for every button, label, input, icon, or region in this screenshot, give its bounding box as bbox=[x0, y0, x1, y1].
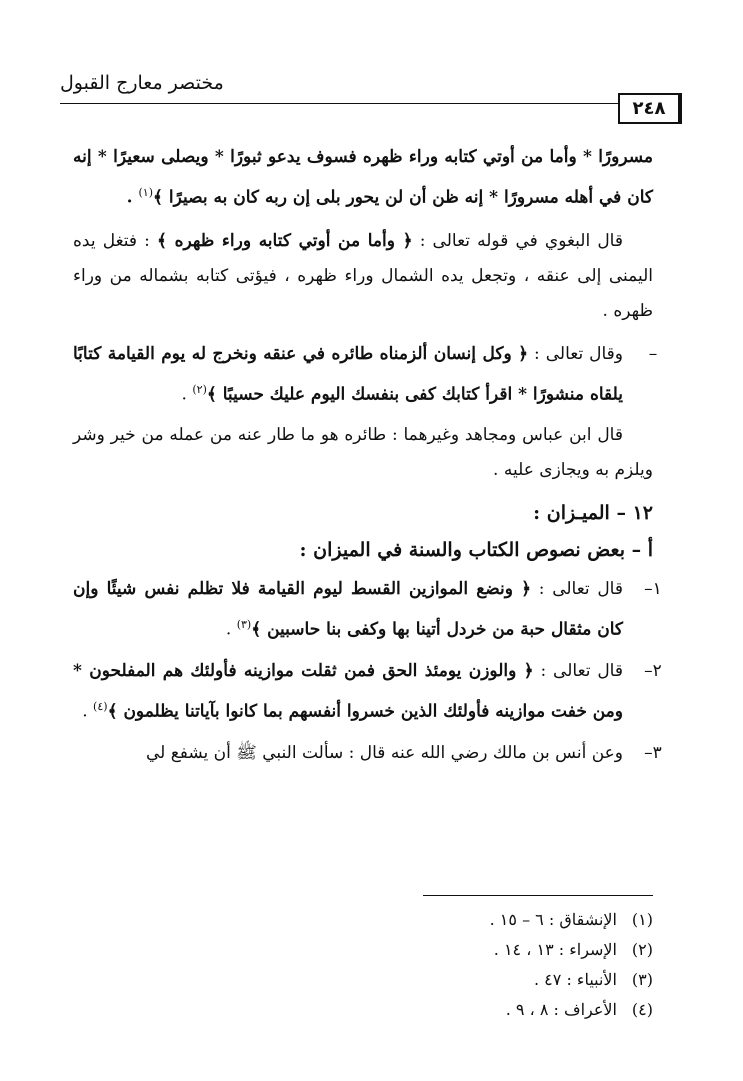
list-item-2: ٢– قال تعالى : ﴿ والوزن يومئذ الحق فمن ثقلت موازينه فأولئك هم المفلحون * ومن خفت موازينه فأولئك الذين خسروا أنفسهم بما كانوا بآياتنا يظلمون ﴾$^{(٤)}$ . bbox=[73, 654, 653, 730]
dash-marker: – bbox=[648, 343, 658, 364]
footnote-text: الأعراف : ٨ ، ٩ . bbox=[505, 1000, 617, 1019]
running-title: مختصر معارج القبول bbox=[60, 72, 224, 94]
verse-continuation: مسرورًا * وأما من أوتي كتابه وراء ظهره فسوف يدعو ثبورًا * ويصلى سعيرًا * إنه كان في أهله مسرورًا * إنه ظن أن لن يحور بلى إن ربه كان به بصيرًا ﴾$^{(١)}$ . bbox=[73, 147, 653, 208]
footnote-ref-2: (٢) bbox=[192, 382, 207, 396]
footnotes bbox=[253, 905, 653, 1025]
baghawi-commentary: قال البغوي في قوله تعالى : ﴿ وأما من أوتي كتابه وراء ظهره ﴾ : فتغل يده اليمنى إلى عنقه ، وتجعل يده الشمال وراء ظهره ، فيؤتى كتابه بشماله من وراء ظهره . bbox=[73, 230, 653, 321]
sub-heading: أ – بعض نصوص الكتاب والسنة في الميزان : bbox=[299, 539, 653, 562]
verse-paragraph: – وقال تعالى : ﴿ وكل إنسان ألزمناه طائره في عنقه ونخرج له يوم القيامة كتابًا يلقاه منشورًا * اقرأ كتابك كفى بنفسك اليوم عليك حسيبًا ﴾$^{(٢)}$ . bbox=[73, 337, 653, 413]
quoted-verse: ﴿ ونضع الموازين القسط ليوم القيامة فلا تظلم نفس شيئًا وإن كان مثقال حبة من خردل أتينا بها وكفى بنا حاسبين ﴾ bbox=[73, 579, 623, 640]
page-content bbox=[73, 140, 662, 777]
footnote bbox=[253, 905, 653, 935]
quoted-verse: ﴿ وأما من أوتي كتابه وراء ظهره ﴾ bbox=[157, 230, 413, 251]
footnote bbox=[253, 995, 653, 1025]
list-item-1: ١– قال تعالى : ﴿ ونضع الموازين القسط ليوم القيامة فلا تظلم نفس شيئًا وإن كان مثقال حبة من خردل أتينا بها وكفى بنا حاسبين ﴾$^{(٣)}$ . bbox=[73, 572, 653, 648]
quoted-verse: ﴿ وكل إنسان ألزمناه طائره في عنقه ونخرج له يوم القيامة كتابًا يلقاه منشورًا * اقرأ كتابك كفى بنفسك اليوم عليك حسيبًا ﴾ bbox=[73, 343, 623, 405]
page-number: ٢٤٨ bbox=[618, 93, 682, 124]
footnote-text: الإنشقاق : ٦ – ١٥ . bbox=[489, 910, 617, 929]
ibn-abbas-commentary: قال ابن عباس ومجاهد وغيرهما : طائره هو ما طار عنه من عمله من خير وشر ويلزم به ويجازى عليه . bbox=[73, 425, 653, 481]
list-marker: ١– bbox=[644, 579, 662, 600]
section-heading: ١٢ – الميـزان : bbox=[533, 502, 653, 525]
footnote-number: (١) bbox=[631, 910, 653, 929]
footnote bbox=[253, 965, 653, 995]
list-item-3: ٣– وعن أنس بن مالك رضي الله عنه قال : سألت النبي ﷺ أن يشفع لي bbox=[73, 736, 653, 771]
footnote-ref-4: (٤) bbox=[93, 699, 108, 713]
list-marker: ٢– bbox=[644, 660, 662, 681]
footnote-rule bbox=[423, 895, 653, 896]
header-rule bbox=[60, 103, 620, 104]
footnote-number: (٣) bbox=[631, 970, 653, 989]
footnote-text: الإسراء : ١٣ ، ١٤ . bbox=[493, 940, 617, 959]
quoted-verse: ﴿ والوزن يومئذ الحق فمن ثقلت موازينه فأولئك هم المفلحون * ومن خفت موازينه فأولئك الذين خسروا أنفسهم بما كانوا بآياتنا يظلمون ﴾ bbox=[73, 660, 623, 722]
footnote-number: (٤) bbox=[631, 1000, 653, 1019]
footnote-ref-1: (١) bbox=[138, 186, 153, 199]
list-marker: ٣– bbox=[644, 742, 662, 763]
footnote-text: الأنبياء : ٤٧ . bbox=[534, 970, 617, 989]
footnote bbox=[253, 935, 653, 965]
footnote-number: (٢) bbox=[631, 940, 653, 959]
footnote-ref-3: (٣) bbox=[236, 618, 252, 632]
